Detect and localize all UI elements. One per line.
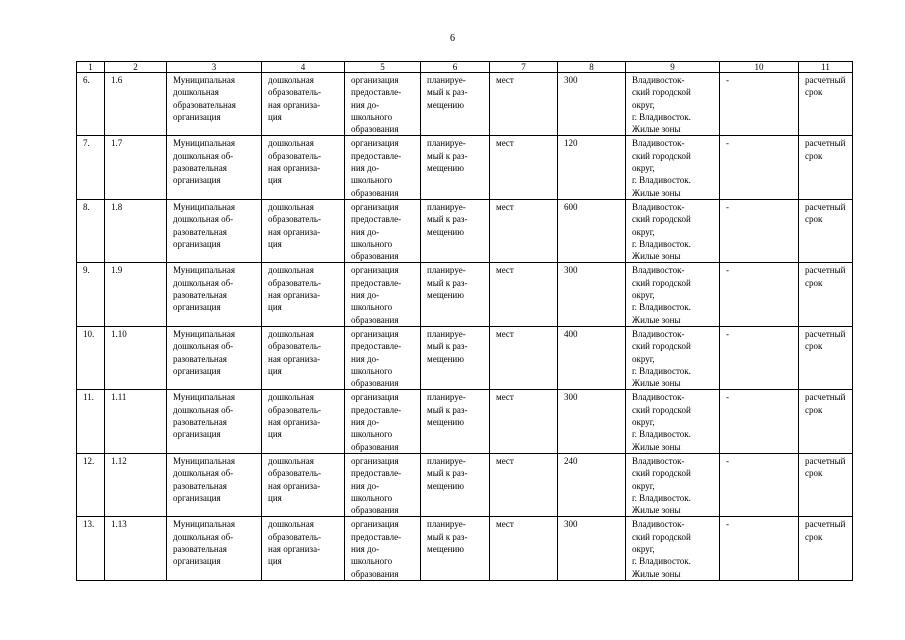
object-status-cell: планируе- мый к раз- мещению (421, 263, 490, 326)
protection-zone-cell: - (720, 73, 799, 136)
object-status-cell: планируе- мый к раз- мещению (421, 199, 490, 262)
object-status-cell: планируе- мый к раз- мещению (421, 390, 490, 453)
term-cell: расчетный срок (799, 73, 853, 136)
unit-cell: мест (490, 517, 558, 580)
column-header: 2 (105, 62, 167, 73)
column-header: 5 (345, 62, 421, 73)
item-code-cell: 1.6 (105, 73, 167, 136)
row-number-cell: 11. (77, 390, 105, 453)
table-row (77, 136, 853, 199)
object-name-cell: Муниципальная дошкольная об- разовательная организация (167, 517, 262, 580)
object-type-cell: дошкольная образователь- ная организа- ция (262, 199, 345, 262)
capacity-cell: 300 (558, 73, 626, 136)
unit-cell: мест (490, 453, 558, 516)
object-purpose-cell: организация предоставле- ния до- школьного образования (345, 263, 421, 326)
column-header: 9 (626, 62, 720, 73)
item-code-cell: 1.10 (105, 326, 167, 389)
table-header-row (77, 62, 853, 73)
capacity-cell: 600 (558, 199, 626, 262)
location-cell: Владивосток- ский городской округ, г. Владивосток. Жилые зоны (626, 199, 720, 262)
object-name-cell: Муниципальная дошкольная образовательная организация (167, 73, 262, 136)
object-purpose-cell: организация предоставле- ния до- школьного образования (345, 199, 421, 262)
location-cell: Владивосток- ский городской округ, г. Владивосток. Жилые зоны (626, 73, 720, 136)
table-row (77, 453, 853, 516)
protection-zone-cell: - (720, 326, 799, 389)
unit-cell: мест (490, 390, 558, 453)
location-cell: Владивосток- ский городской округ, г. Владивосток. Жилые зоны (626, 326, 720, 389)
object-type-cell: дошкольная образователь- ная организа- ция (262, 136, 345, 199)
column-header: 7 (490, 62, 558, 73)
capacity-cell: 120 (558, 136, 626, 199)
row-number-cell: 13. (77, 517, 105, 580)
protection-zone-cell: - (720, 453, 799, 516)
row-number-cell: 10. (77, 326, 105, 389)
object-status-cell: планируе- мый к раз- мещению (421, 136, 490, 199)
row-number-cell: 12. (77, 453, 105, 516)
row-number-cell: 7. (77, 136, 105, 199)
page-number: 6 (450, 33, 455, 44)
capacity-cell: 300 (558, 390, 626, 453)
term-cell: расчетный срок (799, 517, 853, 580)
row-number-cell: 9. (77, 263, 105, 326)
object-purpose-cell: организация предоставле- ния до- школьного образования (345, 453, 421, 516)
object-purpose-cell: организация предоставле- ния до- школьного образования (345, 390, 421, 453)
object-purpose-cell: организация предоставле- ния до- школьного образования (345, 326, 421, 389)
term-cell: расчетный срок (799, 390, 853, 453)
item-code-cell: 1.12 (105, 453, 167, 516)
item-code-cell: 1.7 (105, 136, 167, 199)
location-cell: Владивосток- ский городской округ, г. Владивосток. Жилые зоны (626, 136, 720, 199)
object-type-cell: дошкольная образователь- ная организа- ция (262, 326, 345, 389)
term-cell: расчетный срок (799, 326, 853, 389)
column-header: 1 (77, 62, 105, 73)
table-row (77, 199, 853, 262)
capacity-cell: 300 (558, 263, 626, 326)
unit-cell: мест (490, 326, 558, 389)
object-name-cell: Муниципальная дошкольная об- разовательная организация (167, 453, 262, 516)
protection-zone-cell: - (720, 517, 799, 580)
protection-zone-cell: - (720, 136, 799, 199)
unit-cell: мест (490, 136, 558, 199)
object-status-cell: планируе- мый к раз- мещению (421, 73, 490, 136)
object-status-cell: планируе- мый к раз- мещению (421, 517, 490, 580)
object-name-cell: Муниципальная дошкольная об- разовательная организация (167, 136, 262, 199)
object-name-cell: Муниципальная дошкольная об- разовательная организация (167, 326, 262, 389)
protection-zone-cell: - (720, 390, 799, 453)
item-code-cell: 1.13 (105, 517, 167, 580)
location-cell: Владивосток- ский городской округ, г. Владивосток. Жилые зоны (626, 263, 720, 326)
table-row (77, 326, 853, 389)
column-header: 8 (558, 62, 626, 73)
column-header: 11 (799, 62, 853, 73)
item-code-cell: 1.9 (105, 263, 167, 326)
column-header: 4 (262, 62, 345, 73)
unit-cell: мест (490, 199, 558, 262)
capacity-cell: 240 (558, 453, 626, 516)
object-name-cell: Муниципальная дошкольная об- разовательная организация (167, 263, 262, 326)
object-purpose-cell: организация предоставле- ния до- школьного образования (345, 136, 421, 199)
object-type-cell: дошкольная образователь- ная организа- ция (262, 453, 345, 516)
row-number-cell: 6. (77, 73, 105, 136)
table-row (77, 73, 853, 136)
term-cell: расчетный срок (799, 263, 853, 326)
object-status-cell: планируе- мый к раз- мещению (421, 453, 490, 516)
column-header: 3 (167, 62, 262, 73)
location-cell: Владивосток- ский городской округ, г. Владивосток. Жилые зоны (626, 453, 720, 516)
column-header: 10 (720, 62, 799, 73)
object-status-cell: планируе- мый к раз- мещению (421, 326, 490, 389)
term-cell: расчетный срок (799, 453, 853, 516)
table-row (77, 390, 853, 453)
item-code-cell: 1.8 (105, 199, 167, 262)
unit-cell: мест (490, 263, 558, 326)
row-number-cell: 8. (77, 199, 105, 262)
protection-zone-cell: - (720, 263, 799, 326)
capacity-cell: 400 (558, 326, 626, 389)
table-row (77, 263, 853, 326)
location-cell: Владивосток- ский городской округ, г. Владивосток. Жилые зоны (626, 390, 720, 453)
table-row (77, 517, 853, 580)
object-name-cell: Муниципальная дошкольная об- разовательная организация (167, 390, 262, 453)
unit-cell: мест (490, 73, 558, 136)
protection-zone-cell: - (720, 199, 799, 262)
object-type-cell: дошкольная образователь- ная организа- ция (262, 390, 345, 453)
object-name-cell: Муниципальная дошкольная об- разовательная организация (167, 199, 262, 262)
object-purpose-cell: организация предоставле- ния до- школьного образования (345, 73, 421, 136)
item-code-cell: 1.11 (105, 390, 167, 453)
object-purpose-cell: организация предоставле- ния до- школьного образования (345, 517, 421, 580)
object-type-cell: дошкольная образователь- ная организа- ция (262, 73, 345, 136)
column-header: 6 (421, 62, 490, 73)
capacity-cell: 300 (558, 517, 626, 580)
term-cell: расчетный срок (799, 136, 853, 199)
object-type-cell: дошкольная образователь- ная организа- ция (262, 263, 345, 326)
location-cell: Владивосток- ский городской округ, г. Владивосток. Жилые зоны (626, 517, 720, 580)
term-cell: расчетный срок (799, 199, 853, 262)
planning-table (76, 61, 853, 581)
object-type-cell: дошкольная образователь- ная организа- ция (262, 517, 345, 580)
